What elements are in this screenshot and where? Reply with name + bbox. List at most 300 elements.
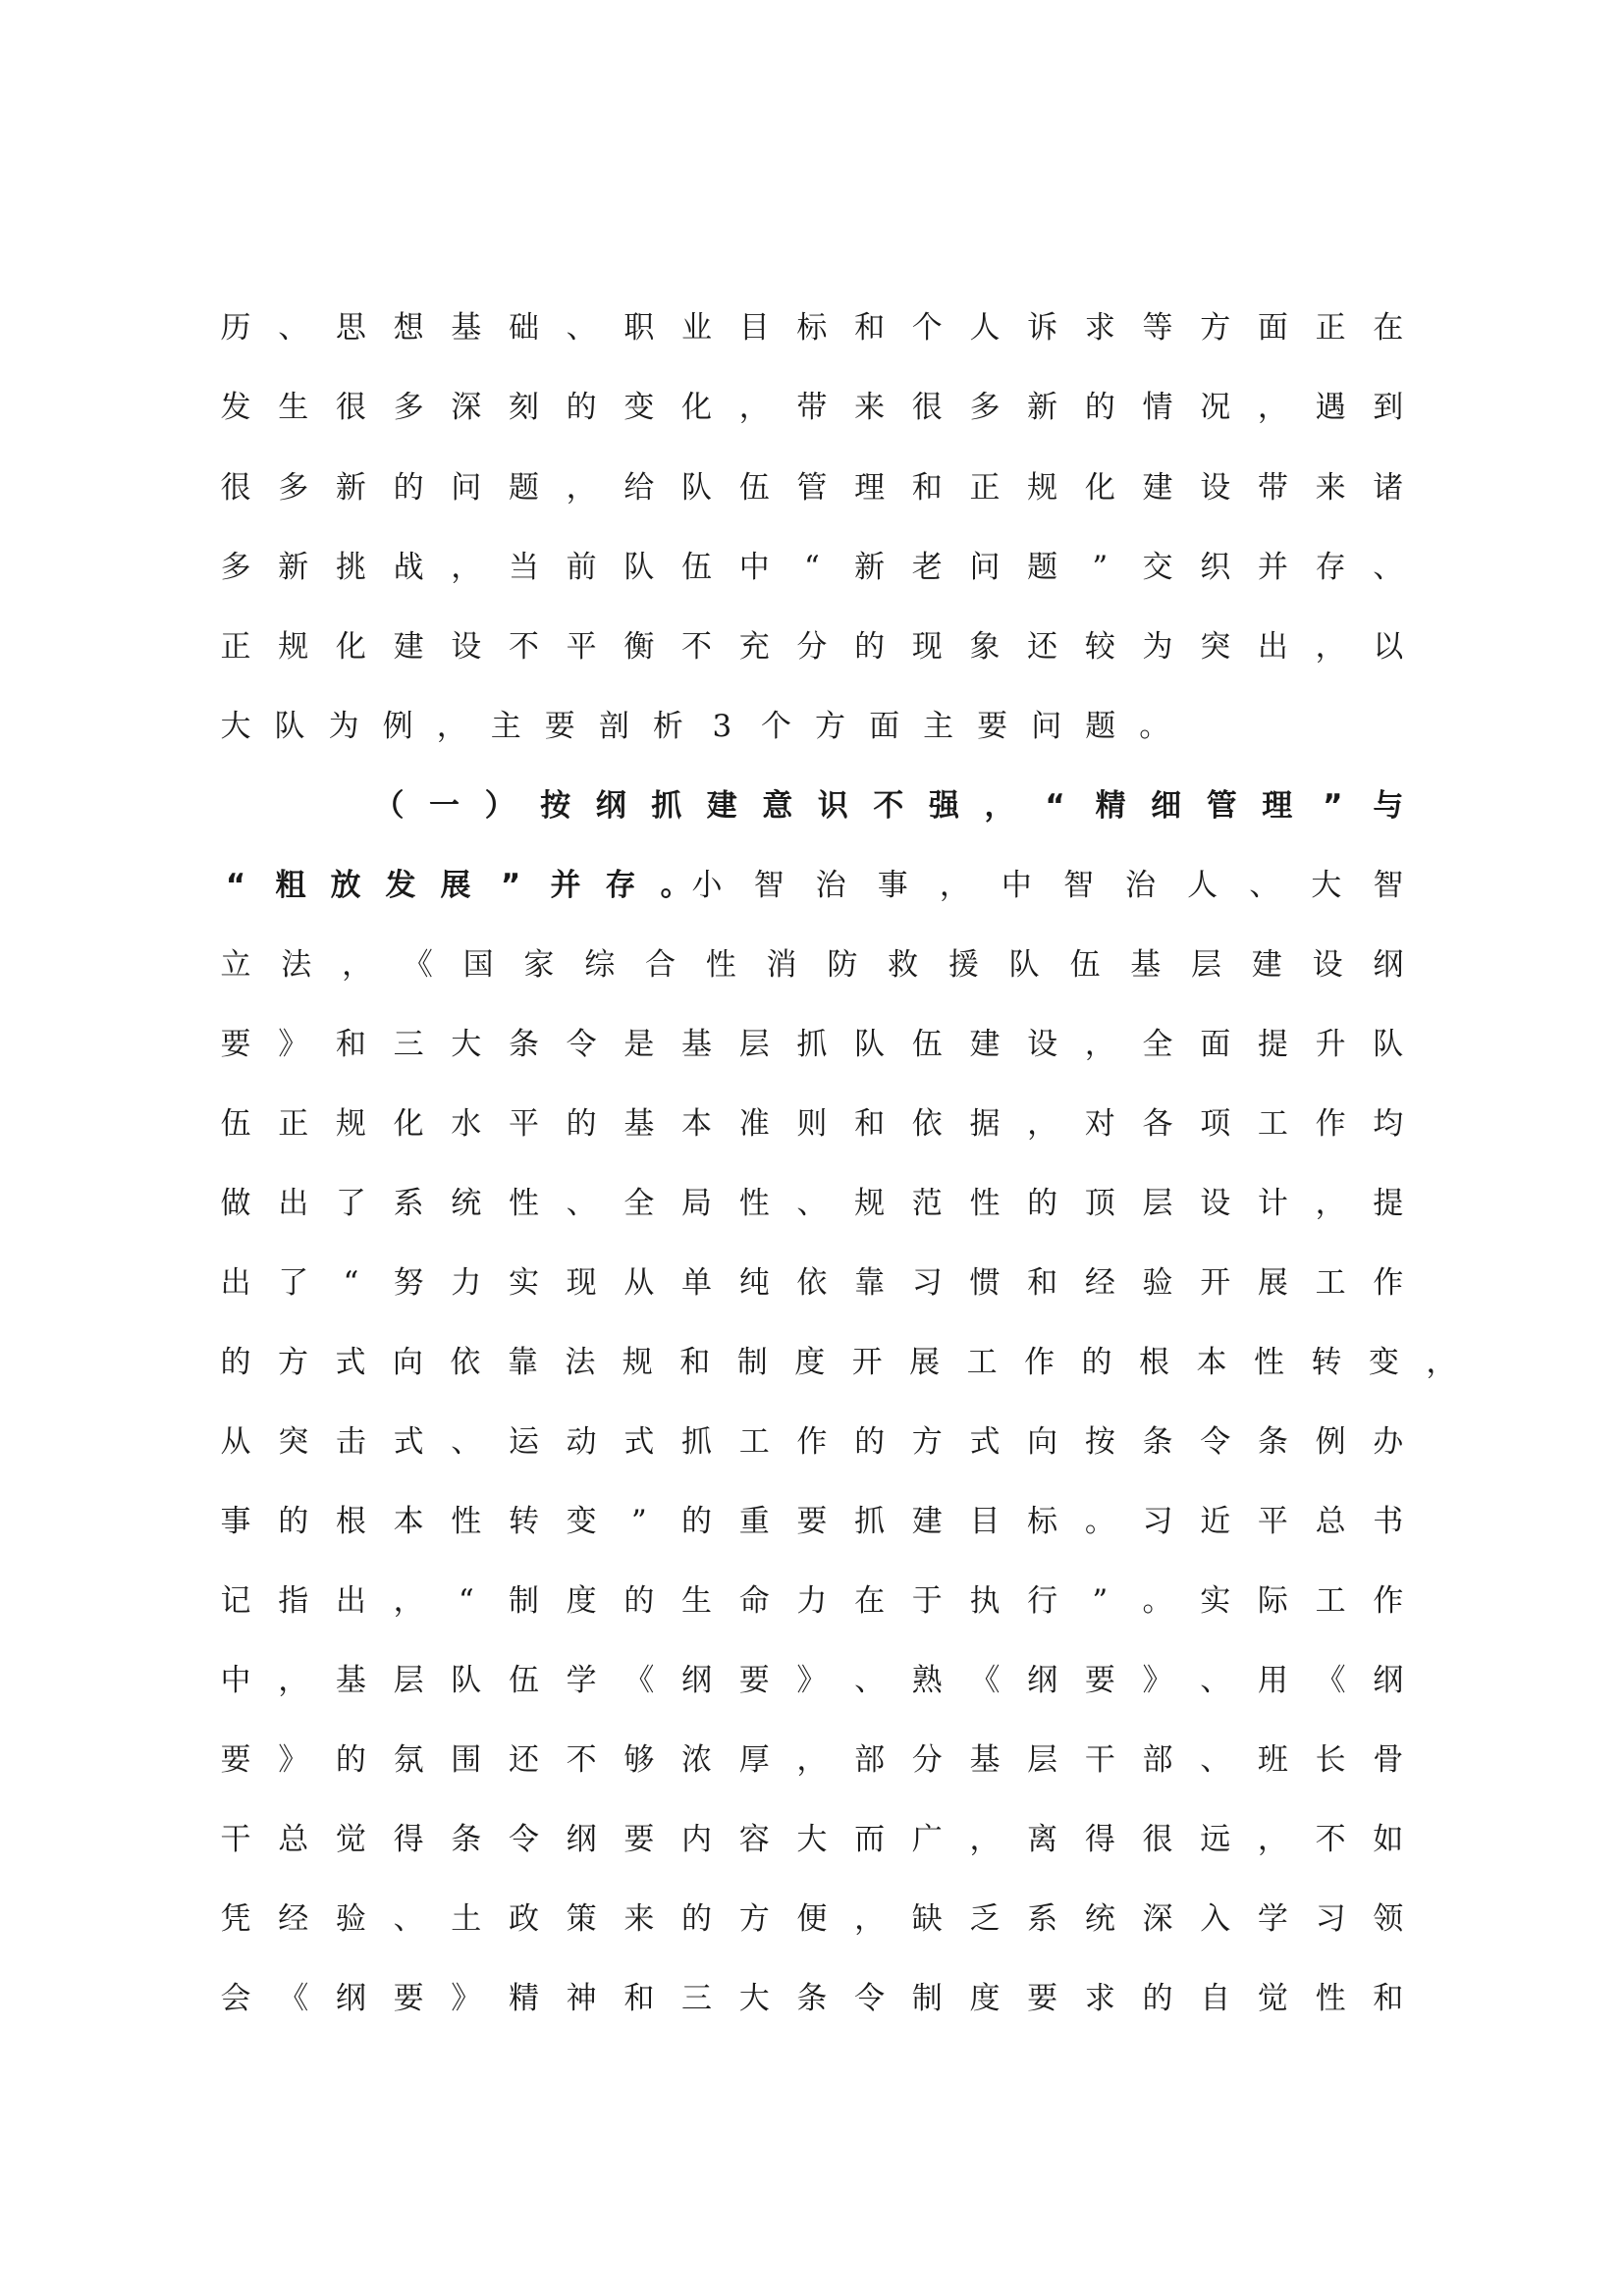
text-char: 层 [1142, 1186, 1173, 1221]
text-char: 主 [923, 709, 954, 744]
text-char: 书 [1373, 1504, 1404, 1539]
text-char: 方 [738, 1901, 770, 1937]
text-char: 厚 [738, 1742, 770, 1778]
text-char: 。 [1139, 709, 1170, 744]
text-char: 》 [451, 1981, 482, 2016]
text-char: 带 [1257, 470, 1288, 506]
text-char: 提 [1257, 1027, 1288, 1062]
text-char: 建 [1251, 947, 1282, 983]
text-char: 要 [796, 1504, 828, 1539]
text-char: 的 [1142, 1981, 1173, 2016]
text-char: 政 [508, 1901, 539, 1937]
text-char: 展 [909, 1345, 941, 1380]
text-char: 的 [1081, 1345, 1112, 1380]
text-line-19 [220, 1731, 1404, 1789]
text-char: “ [458, 1583, 474, 1619]
text-char: 人 [969, 310, 1001, 346]
text-char: 神 [566, 1981, 597, 2016]
text-char: 深 [1142, 1901, 1173, 1937]
text-char: 设 [1027, 1027, 1058, 1062]
text-char: 验 [335, 1901, 366, 1937]
text-char: 剖 [598, 709, 629, 744]
text-char: 战 [393, 550, 424, 585]
text-line-1 [220, 298, 1404, 357]
text-char: 队 [1008, 947, 1040, 983]
text-line-11 [220, 1095, 1404, 1153]
text-line-22 [220, 1969, 1404, 2028]
text-char: 全 [623, 1186, 655, 1221]
text-char: 析 [652, 709, 683, 744]
text-char: 出 [278, 1186, 309, 1221]
text-char: 》 [1142, 1663, 1173, 1698]
text-char: 不 [1315, 1822, 1346, 1857]
text-char: 问 [451, 470, 482, 506]
text-char: 想 [393, 310, 424, 346]
text-char: 经 [1084, 1265, 1115, 1301]
text-char: 》 [796, 1663, 828, 1698]
text-char: 分 [911, 1742, 943, 1778]
text-line-8 [220, 856, 1404, 915]
text-char: 近 [1200, 1504, 1231, 1539]
text-char: 的 [335, 1742, 366, 1778]
text-char: 基 [681, 1027, 712, 1062]
text-char: 存 [1315, 550, 1346, 585]
text-char: 准 [738, 1106, 770, 1142]
text-char: 中 [738, 550, 770, 585]
text-char: 很 [911, 390, 943, 425]
text-char: 、 [566, 310, 597, 346]
text-char: 要 [393, 1981, 424, 2016]
text-char: 况 [1200, 390, 1231, 425]
text-char: 突 [1200, 629, 1231, 665]
text-char: 建 [393, 629, 424, 665]
text-char: 理 [854, 470, 886, 506]
text-char: 计 [1257, 1186, 1288, 1221]
text-char: 粗 [275, 868, 306, 903]
text-char: 大 [738, 1981, 770, 2016]
text-char: 《 [402, 947, 433, 983]
text-char: 大 [220, 709, 251, 744]
text-char: 度 [566, 1583, 597, 1619]
text-char: 基 [451, 310, 482, 346]
text-char: 从 [623, 1265, 655, 1301]
text-char: 工 [1257, 1106, 1288, 1142]
text-char: 惯 [969, 1265, 1001, 1301]
text-char: 很 [335, 390, 366, 425]
text-char: 干 [1084, 1742, 1115, 1778]
text-char: 作 [796, 1424, 828, 1460]
text-char: 转 [1311, 1345, 1342, 1380]
text-char: 正 [220, 629, 251, 665]
text-line-2 [220, 378, 1404, 437]
text-char: 出 [1257, 629, 1288, 665]
text-char: 正 [1315, 310, 1346, 346]
text-char: 式 [623, 1424, 655, 1460]
text-char: 要 [1027, 1981, 1058, 2016]
text-char: 纲 [1373, 1663, 1404, 1698]
text-char: 根 [1139, 1345, 1169, 1380]
text-char: 提 [1373, 1186, 1404, 1221]
text-char: 条 [451, 1822, 482, 1857]
text-char: 细 [1151, 788, 1182, 824]
text-char: 令 [1200, 1424, 1231, 1460]
text-char: 队 [1373, 1027, 1404, 1062]
text-char: 工 [738, 1424, 770, 1460]
text-char: 内 [681, 1822, 712, 1857]
text-char: 《 [623, 1663, 655, 1698]
text-char: 标 [1027, 1504, 1058, 1539]
text-line-12 [220, 1174, 1404, 1233]
text-char: 老 [911, 550, 943, 585]
text-char: 不 [566, 1742, 597, 1778]
text-char: 面 [1257, 310, 1288, 346]
text-line-17 [220, 1572, 1404, 1630]
text-char: 来 [1315, 470, 1346, 506]
text-char: 执 [969, 1583, 1001, 1619]
text-char: 个 [760, 709, 791, 744]
text-char: 靠 [507, 1345, 538, 1380]
text-char: 平 [566, 629, 597, 665]
text-char: 治 [1125, 868, 1157, 903]
text-char: 多 [278, 470, 309, 506]
text-char: 》 [278, 1027, 309, 1062]
text-char: 给 [623, 470, 655, 506]
text-char: 事 [877, 868, 908, 903]
text-char: 。 [660, 868, 691, 903]
text-char: ， [738, 390, 770, 425]
text-char: 本 [393, 1504, 424, 1539]
text-line-5 [220, 617, 1404, 676]
text-char: 据 [969, 1106, 1001, 1142]
text-char: 骨 [1373, 1742, 1404, 1778]
text-char: 便 [796, 1901, 828, 1937]
text-char: 存 [605, 868, 636, 903]
text-char: 、 [566, 1186, 597, 1221]
text-char: 规 [854, 1186, 886, 1221]
text-char: 当 [508, 550, 539, 585]
text-char: 条 [1142, 1424, 1173, 1460]
text-char: 指 [278, 1583, 309, 1619]
text-char: 动 [566, 1424, 597, 1460]
text-char: 从 [220, 1424, 251, 1460]
text-char: 还 [508, 1742, 539, 1778]
text-char: 了 [335, 1186, 366, 1221]
text-char: ， [342, 947, 373, 983]
text-char: 、 [1200, 1742, 1231, 1778]
text-char: 项 [1200, 1106, 1231, 1142]
text-char: 伍 [1069, 947, 1101, 983]
text-char: ” [630, 1504, 647, 1539]
text-char: 抓 [854, 1504, 886, 1539]
text-char: 伍 [738, 470, 770, 506]
text-char: 、 [1249, 868, 1280, 903]
text-char: 按 [1084, 1424, 1115, 1460]
text-char: 放 [330, 868, 361, 903]
text-char: 历 [220, 310, 251, 346]
text-char: 实 [1200, 1583, 1231, 1619]
text-char: 系 [393, 1186, 424, 1221]
text-char: 大 [1311, 868, 1342, 903]
text-char: 新 [278, 550, 309, 585]
text-char: 习 [911, 1265, 943, 1301]
text-char: 平 [508, 1106, 539, 1142]
text-char: 交 [1142, 550, 1173, 585]
text-char: 对 [1084, 1106, 1115, 1142]
text-char: 力 [451, 1265, 482, 1301]
text-char: 力 [796, 1583, 828, 1619]
text-char: 是 [623, 1027, 655, 1062]
text-char: 础 [508, 310, 539, 346]
text-char: 重 [738, 1504, 770, 1539]
text-char: 按 [540, 788, 571, 824]
text-char: 经 [278, 1901, 309, 1937]
text-char: 击 [335, 1424, 366, 1460]
text-char: 作 [1315, 1106, 1346, 1142]
text-char: 求 [1084, 1981, 1115, 2016]
text-char: 和 [854, 310, 886, 346]
text-char: 伍 [911, 1027, 943, 1062]
text-char: 学 [566, 1663, 597, 1698]
text-char: 基 [623, 1106, 655, 1142]
text-char: 层 [738, 1027, 770, 1062]
text-char: ， [796, 1742, 828, 1778]
text-char: 一 [429, 788, 460, 824]
text-char: 遇 [1315, 390, 1346, 425]
text-char: 职 [623, 310, 655, 346]
text-char: ， [1027, 1106, 1058, 1142]
text-char: 的 [220, 1345, 251, 1380]
text-char: 、 [451, 1424, 482, 1460]
text-char: 综 [584, 947, 616, 983]
text-char: 队 [451, 1663, 482, 1698]
text-char: 的 [278, 1504, 309, 1539]
text-char: ， [451, 550, 482, 585]
text-char: 统 [1084, 1901, 1115, 1937]
text-line-10 [220, 1015, 1404, 1074]
text-char: 展 [440, 868, 471, 903]
text-char: 统 [451, 1186, 482, 1221]
text-char: 纲 [595, 788, 626, 824]
text-char: 度 [969, 1981, 1001, 2016]
text-char: 发 [220, 390, 251, 425]
text-char: 性 [705, 947, 736, 983]
text-char: 总 [278, 1822, 309, 1857]
text-char: ， [436, 709, 467, 744]
text-char: 做 [220, 1186, 251, 1221]
text-char: 氛 [393, 1742, 424, 1778]
text-char: 《 [278, 1981, 309, 2016]
text-char: 习 [1142, 1504, 1173, 1539]
text-char: 向 [1027, 1424, 1058, 1460]
text-char: ） [484, 788, 515, 824]
text-char: 制 [508, 1583, 539, 1619]
text-char: 的 [854, 1424, 886, 1460]
text-char: 新 [1027, 390, 1058, 425]
text-char: 队 [854, 1027, 886, 1062]
text-char: 命 [738, 1583, 770, 1619]
text-char: 依 [450, 1345, 481, 1380]
text-char: 作 [1373, 1583, 1404, 1619]
text-char: 、 [1200, 1663, 1231, 1698]
text-char: 化 [335, 629, 366, 665]
text-char: 方 [911, 1424, 943, 1460]
text-char: 理 [1262, 788, 1293, 824]
text-char: 变 [623, 390, 655, 425]
text-char: 建 [911, 1504, 943, 1539]
text-char: 抓 [796, 1027, 828, 1062]
text-char: 不 [873, 788, 904, 824]
text-char: 管 [796, 470, 828, 506]
text-char: 例 [1315, 1424, 1346, 1460]
text-char: 、 [393, 1901, 424, 1937]
text-char: 离 [1027, 1822, 1058, 1857]
text-char: 要 [220, 1027, 251, 1062]
text-char: 强 [928, 788, 959, 824]
text-char: 突 [278, 1424, 309, 1460]
text-line-20 [220, 1810, 1404, 1869]
text-char: 防 [827, 947, 858, 983]
text-char: 层 [1027, 1742, 1058, 1778]
text-char: 援 [947, 947, 979, 983]
text-char: 三 [681, 1981, 712, 2016]
text-line-8-body [691, 856, 1404, 915]
text-char: 纲 [1373, 947, 1404, 983]
text-char: 开 [1200, 1265, 1231, 1301]
text-char: 为 [328, 709, 359, 744]
text-char: 设 [1200, 470, 1231, 506]
text-char: 化 [1084, 470, 1115, 506]
text-char: 识 [817, 788, 848, 824]
text-char: 较 [1084, 629, 1115, 665]
text-char: 并 [1257, 550, 1288, 585]
text-char: 生 [278, 390, 309, 425]
text-char: 围 [451, 1742, 482, 1778]
text-char: 正 [278, 1106, 309, 1142]
text-char: “ [803, 550, 820, 585]
text-char: 层 [393, 1663, 424, 1698]
text-char: 条 [796, 1981, 828, 2016]
text-char: 出 [335, 1583, 366, 1619]
text-char: 挑 [335, 550, 366, 585]
text-char: 范 [911, 1186, 943, 1221]
text-char: 多 [969, 390, 1001, 425]
text-char: 三 [393, 1027, 424, 1062]
text-line-3 [220, 458, 1404, 517]
text-char: 令 [566, 1027, 597, 1062]
text-char: 验 [1142, 1265, 1173, 1301]
text-char: 层 [1191, 947, 1221, 983]
text-char: 求 [1084, 310, 1115, 346]
text-char: 面 [869, 709, 900, 744]
text-char: 、 [278, 310, 309, 346]
text-char: 《 [969, 1663, 1001, 1698]
text-char: 性 [969, 1186, 1001, 1221]
text-char: 题 [508, 470, 539, 506]
text-char: 问 [1031, 709, 1062, 744]
text-char: 合 [644, 947, 676, 983]
text-char: 条 [1257, 1424, 1288, 1460]
text-char: 依 [796, 1265, 828, 1301]
text-char: 在 [1373, 310, 1404, 346]
text-char: 衡 [623, 629, 655, 665]
text-char: 目 [738, 310, 770, 346]
text-char: 和 [1027, 1265, 1058, 1301]
text-char: 织 [1200, 550, 1231, 585]
text-char: 于 [911, 1583, 943, 1619]
text-char: 学 [1257, 1901, 1288, 1937]
text-char: ， [969, 1822, 1001, 1857]
text-line-13 [220, 1254, 1404, 1312]
text-char: 现 [911, 629, 943, 665]
text-char: 发 [385, 868, 416, 903]
section-heading-continuation [220, 856, 691, 915]
text-char: 纲 [566, 1822, 597, 1857]
text-char: 各 [1142, 1106, 1173, 1142]
text-char: 部 [1142, 1742, 1173, 1778]
text-char: 策 [566, 1901, 597, 1937]
text-char: 多 [220, 550, 251, 585]
text-char: 单 [681, 1265, 712, 1301]
text-char: 并 [550, 868, 581, 903]
text-char: 题 [1027, 550, 1058, 585]
text-line-16 [220, 1492, 1404, 1551]
text-char: 队 [681, 470, 712, 506]
text-char: 长 [1315, 1742, 1346, 1778]
text-char: 设 [1200, 1186, 1231, 1221]
text-char: 得 [393, 1822, 424, 1857]
text-char: 工 [1315, 1265, 1346, 1301]
text-char: 办 [1373, 1424, 1404, 1460]
text-char: 不 [681, 629, 712, 665]
text-char: 大 [796, 1822, 828, 1857]
text-char: 方 [815, 709, 846, 744]
text-char: 用 [1257, 1663, 1288, 1698]
text-char: 性 [451, 1504, 482, 1539]
text-char: 小 [691, 868, 723, 903]
text-char: 、 [1373, 550, 1404, 585]
text-char: 式 [969, 1424, 1001, 1460]
text-char: 人 [1187, 868, 1218, 903]
text-char: 设 [1312, 947, 1343, 983]
text-char: 凭 [220, 1901, 251, 1937]
text-char: 伍 [220, 1106, 251, 1142]
text-char: 要 [623, 1822, 655, 1857]
text-char: 分 [796, 629, 828, 665]
text-char: 开 [851, 1345, 883, 1380]
text-char: 远 [1200, 1822, 1231, 1857]
text-char: 新 [854, 550, 886, 585]
text-char: 还 [1027, 629, 1058, 665]
text-char: 大 [451, 1027, 482, 1062]
text-char: 新 [335, 470, 366, 506]
text-char: 抓 [681, 1424, 712, 1460]
text-char: 国 [462, 947, 494, 983]
text-char: 工 [966, 1345, 998, 1380]
text-char: 以 [1373, 629, 1404, 665]
text-char: 队 [274, 709, 305, 744]
text-char: 伍 [508, 1663, 539, 1698]
text-char: 靠 [854, 1265, 886, 1301]
text-char: 充 [738, 629, 770, 665]
text-char: ” [500, 868, 521, 903]
text-char: 诉 [1027, 310, 1058, 346]
text-char: ， [939, 868, 970, 903]
text-line-15 [220, 1413, 1404, 1471]
text-char: 习 [1315, 1901, 1346, 1937]
text-char: 立 [220, 947, 251, 983]
text-char: 带 [796, 390, 828, 425]
text-line-14 [220, 1333, 1457, 1392]
